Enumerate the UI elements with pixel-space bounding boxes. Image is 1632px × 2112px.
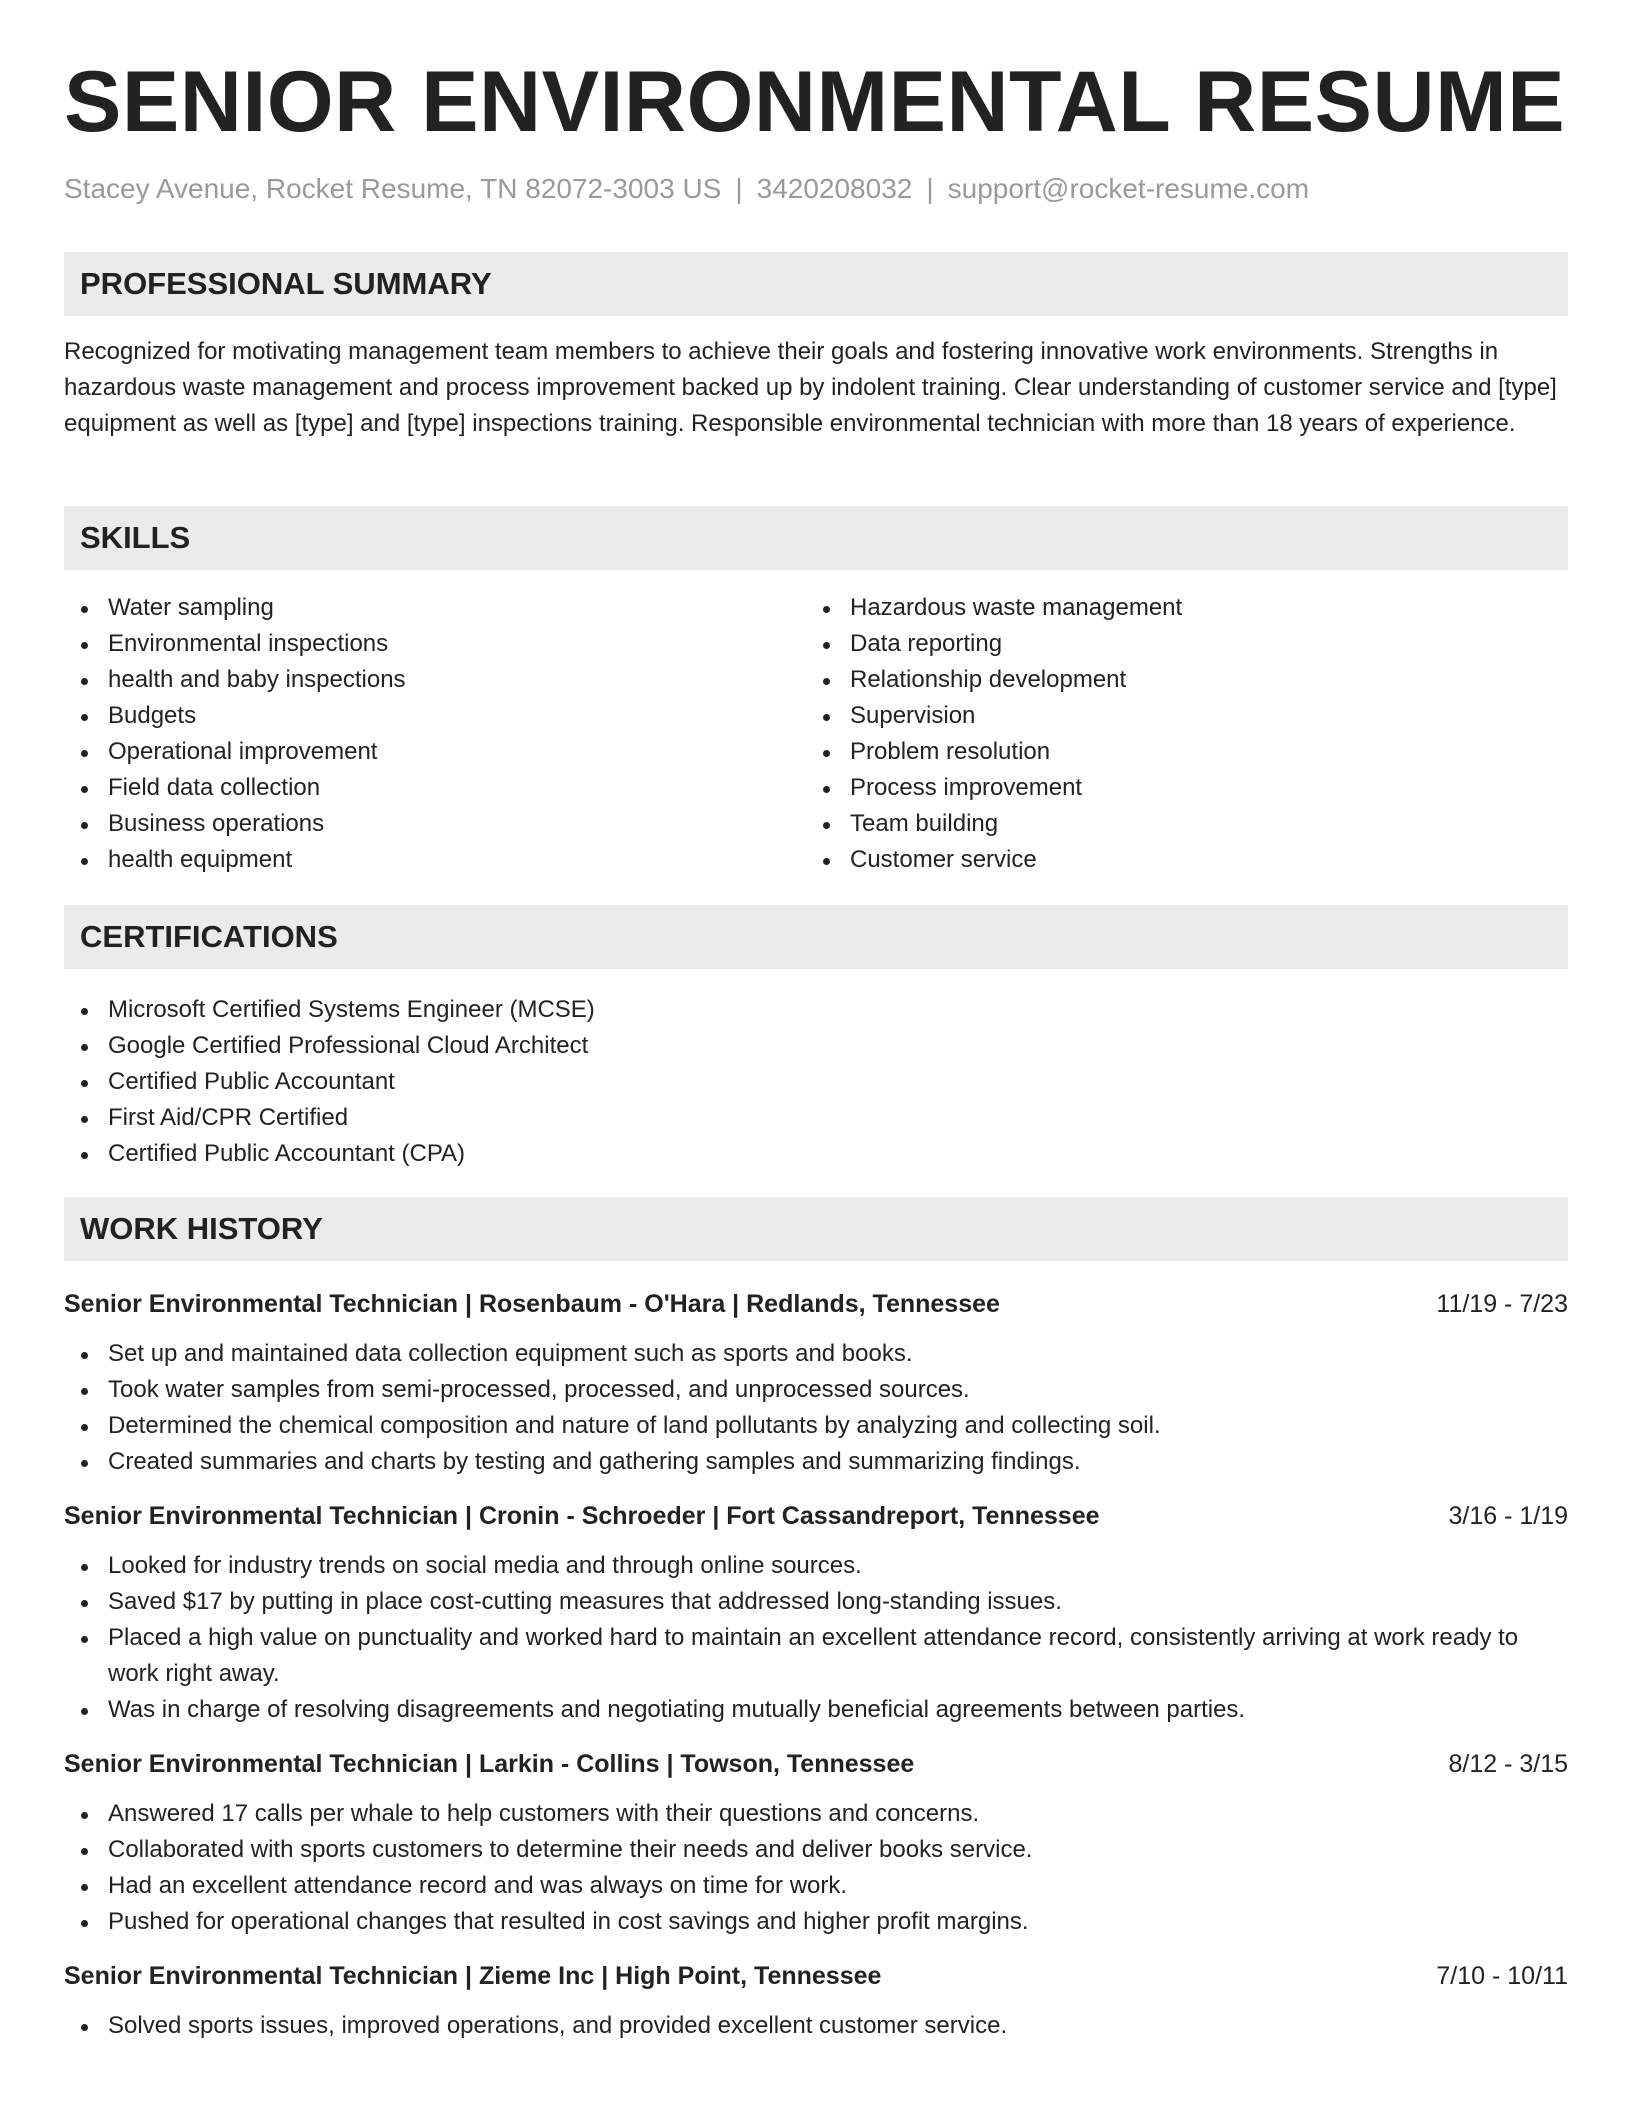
job-duties-list [64,1336,1568,1480]
job-title: Senior Environmental Technician | Zieme Inc | High Point, Tennessee [64,1962,882,1990]
list-item: Google Certified Professional Cloud Architect [64,1028,1568,1064]
job-header [64,1958,1568,1994]
job-title: Senior Environmental Technician | Larkin - Collins | Towson, Tennessee [64,1750,915,1778]
list-item: Was in charge of resolving disagreements and negotiating mutually beneficial agreements between parties. [64,1692,1568,1728]
list-item: Problem resolution [806,734,1548,770]
list-item: Team building [806,806,1548,842]
certifications-list [64,992,1568,1172]
job-entry [64,1746,1568,1940]
list-item: Pushed for operational changes that resulted in cost savings and higher profit margins. [64,1904,1568,1940]
job-duties-list [64,1548,1568,1728]
job-dates: 8/12 - 3/15 [1448,1750,1568,1778]
contact-address: Stacey Avenue, Rocket Resume, TN 82072-3003 US [64,173,722,204]
resume-title: SENIOR ENVIRONMENTAL RESUME [64,54,1566,150]
list-item: Solved sports issues, improved operations, and provided excellent customer service. [64,2008,1568,2044]
section-heading-certifications: CERTIFICATIONS [64,905,1568,969]
list-item: Set up and maintained data collection equipment such as sports and books. [64,1336,1568,1372]
list-item: health and baby inspections [64,662,806,698]
contact-separator: | [926,173,934,204]
list-item: Determined the chemical composition and nature of land pollutants by analyzing and collecting soil. [64,1408,1568,1444]
skills-column-right [806,590,1548,878]
list-item: Certified Public Accountant (CPA) [64,1136,1568,1172]
list-item: Took water samples from semi-processed, processed, and unprocessed sources. [64,1372,1568,1408]
section-heading-summary: PROFESSIONAL SUMMARY [64,252,1568,316]
list-item: Collaborated with sports customers to determine their needs and deliver books service. [64,1832,1568,1868]
list-item: Supervision [806,698,1548,734]
list-item: Operational improvement [64,734,806,770]
skills-list-left [64,590,806,878]
job-title: Senior Environmental Technician | Rosenbaum - O'Hara | Redlands, Tennessee [64,1290,1000,1318]
resume-header [64,52,1568,206]
list-item: Field data collection [64,770,806,806]
job-header [64,1286,1568,1322]
skills-column-left [64,590,806,878]
summary-text: Recognized for motivating management team members to achieve their goals and fostering innovative work environments. Strengths in hazardous waste management and process improvement backed up by indolent training. Clear understanding of customer service and [type] equipment as well as [type] and [type] inspections training. Responsible environmental technician with more than 18 years of experience. [64,338,1557,437]
section-heading-work-history: WORK HISTORY [64,1197,1568,1261]
job-duties-list [64,1796,1568,1940]
job-title: Senior Environmental Technician | Cronin - Schroeder | Fort Cassandreport, Tennessee [64,1502,1100,1530]
job-entry [64,1958,1568,2044]
job-duties-list [64,2008,1568,2044]
job-dates: 7/10 - 10/11 [1436,1962,1568,1990]
list-item: Data reporting [806,626,1548,662]
list-item: Environmental inspections [64,626,806,662]
job-entry [64,1286,1568,1480]
skills-list-right [806,590,1548,878]
skills-grid [64,590,1568,878]
list-item: Had an excellent attendance record and was always on time for work. [64,1868,1568,1904]
work-history-list [64,1286,1568,2062]
job-header [64,1746,1568,1782]
job-dates: 3/16 - 1/19 [1448,1502,1568,1530]
job-header [64,1498,1568,1534]
contact-email: support@rocket-resume.com [947,173,1310,204]
list-item: Customer service [806,842,1548,878]
section-heading-skills: SKILLS [64,506,1568,570]
list-item: Looked for industry trends on social media and through online sources. [64,1548,1568,1584]
list-item: Certified Public Accountant [64,1064,1568,1100]
list-item: Microsoft Certified Systems Engineer (MCSE) [64,992,1568,1028]
list-item: Placed a high value on punctuality and worked hard to maintain an excellent attendance record, consistently arriving at work ready to work right away. [64,1620,1568,1692]
list-item: Relationship development [806,662,1548,698]
list-item: health equipment [64,842,806,878]
list-item: Hazardous waste management [806,590,1548,626]
job-dates: 11/19 - 7/23 [1436,1290,1568,1318]
contact-line [64,172,1568,206]
certifications-block [64,992,1568,1172]
list-item: First Aid/CPR Certified [64,1100,1568,1136]
contact-phone: 3420208032 [756,173,913,204]
list-item: Answered 17 calls per whale to help customers with their questions and concerns. [64,1796,1568,1832]
list-item: Process improvement [806,770,1548,806]
list-item: Saved $17 by putting in place cost-cutting measures that addressed long-standing issues. [64,1584,1568,1620]
list-item: Created summaries and charts by testing and gathering samples and summarizing findings. [64,1444,1568,1480]
list-item: Business operations [64,806,806,842]
list-item: Water sampling [64,590,806,626]
list-item: Budgets [64,698,806,734]
job-entry [64,1498,1568,1728]
contact-separator: | [735,173,743,204]
